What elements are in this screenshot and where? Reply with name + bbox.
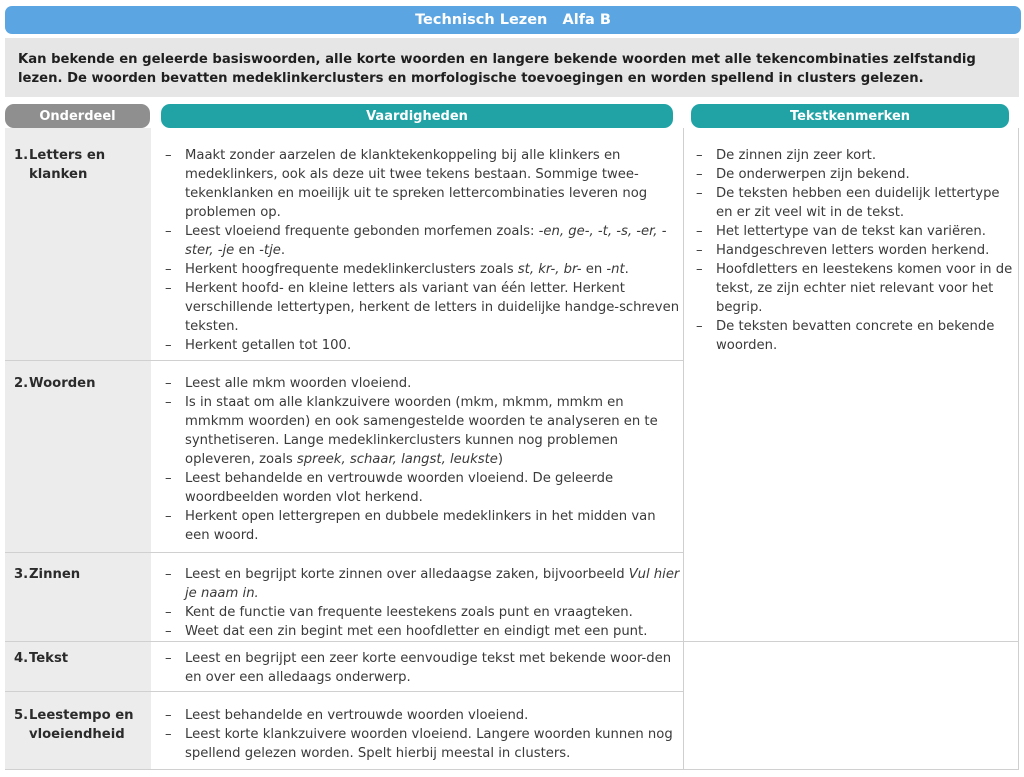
row-number: 4. [14, 651, 29, 666]
feature-item: – De teksten bevatten concrete en bekende woorden. [694, 317, 1016, 355]
feature-item: – De onderwerpen zijn bekend. [694, 165, 1016, 184]
skills-list-tekst [163, 649, 683, 687]
skill-item: – Kent de functie van frequente leestekens zoals punt en vraagteken. [163, 603, 683, 622]
header-onderdeel: Onderdeel [5, 104, 150, 128]
skill-item: – Leest korte klankzuivere woorden vloeiend. Langere woorden kunnen nog spellend gelezen worden. Spelt hierbij meestal in clusters. [163, 725, 683, 763]
feature-item: – Handgeschreven letters worden herkend. [694, 241, 1016, 260]
skill-item: – Leest alle mkm woorden vloeiend. [163, 374, 683, 393]
skill-item: – Herkent getallen tot 100. [163, 336, 683, 355]
feature-item: – Het lettertype van de tekst kan variëren. [694, 222, 1016, 241]
row-number: 3. [14, 567, 29, 582]
skill-item: – Leest behandelde en vertrouwde woorden vloeiend. [163, 706, 683, 725]
skill-item: – Weet dat een zin begint met een hoofdletter en eindigt met een punt. [163, 622, 683, 641]
skills-list-zinnen [163, 565, 683, 641]
skills-list-leestempo [163, 706, 683, 763]
skill-item: – Herkent hoofd- en kleine letters als variant van één letter. Herkent verschillende lettertypen, herkent de letters in duidelijke handge-schreven teksten. [163, 279, 683, 336]
feature-item: – De teksten hebben een duidelijk lettertype en er zit veel wit in de tekst. [694, 184, 1016, 222]
tekstkenmerken-list [694, 146, 1016, 355]
row-label-text: Woorden [29, 376, 96, 391]
row-label-text: Letters en klanken [29, 148, 106, 182]
skill-item: – Leest en begrijpt een zeer korte eenvoudige tekst met bekende woor-den en over een alledaags onderwerp. [163, 649, 683, 687]
row-divider [5, 691, 683, 692]
skill-item: – Maakt zonder aarzelen de klanktekenkoppeling bij alle klinkers en medeklinkers, ook als deze uit twee tekens bestaan. Sommige twee-tekenklanken en moeilijk uit te spreken lettercombinaties leveren nog problemen op. [163, 146, 683, 222]
row-label-zinnen [14, 565, 144, 584]
row-label-woorden [14, 374, 144, 393]
skill-item: – Herkent hoogfrequente medeklinkerclusters zoals st, kr-, br- en -nt. [163, 260, 683, 279]
onderdeel-column-background [5, 128, 151, 770]
page-title: Technisch Lezen Alfa B [5, 6, 1021, 34]
row-label-letters-en-klanken [14, 146, 144, 184]
row-number: 1. [14, 148, 29, 163]
skills-list-letters-en-klanken [163, 146, 683, 355]
skill-item: – Leest vloeiend frequente gebonden morfemen zoals: -en, ge-, -t, -s, -er, -ster, -je en -tje. [163, 222, 683, 260]
row-label-tekst [14, 649, 144, 668]
skill-item: – Leest behandelde en vertrouwde woorden vloeiend. De geleerde woordbeelden worden vlot herkend. [163, 469, 683, 507]
skill-item: – Leest en begrijpt korte zinnen over alledaagse zaken, bijvoorbeeld Vul hier je naam in. [163, 565, 683, 603]
row-number: 2. [14, 376, 29, 391]
table-bottom-border [5, 769, 1019, 770]
header-vaardigheden: Vaardigheden [161, 104, 673, 128]
row-label-text: Tekst [29, 651, 69, 666]
table-right-border [1018, 128, 1019, 770]
row-divider [5, 552, 683, 553]
feature-item: – Hoofdletters en leestekens komen voor in de tekst, ze zijn echter niet relevant voor het begrip. [694, 260, 1016, 317]
header-tekstkenmerken: Tekstkenmerken [691, 104, 1009, 128]
row-label-text: Zinnen [29, 567, 81, 582]
row-label-text: Leestempo en vloeiendheid [29, 708, 134, 742]
skill-item: – Is in staat om alle klankzuivere woorden (mkm, mkmm, mmkm en mmkmm woorden) en ook samengestelde woorden te analyseren en te synthetiseren. Lange medeklinkerclusters kunnen nog problemen opleveren, zoals spreek, schaar, langst, leukste) [163, 393, 683, 469]
intro-description: Kan bekende en geleerde basiswoorden, alle korte woorden en langere bekende woorden met alle tekencombinaties zelfstandig lezen. De woorden bevatten medeklinkerclusters en morfologische toevoegingen en worden spellend in clusters gelezen. [5, 38, 1019, 97]
row-divider [5, 641, 1019, 642]
feature-item: – De zinnen zijn zeer kort. [694, 146, 1016, 165]
skill-item: – Herkent open lettergrepen en dubbele medeklinkers in het midden van een woord. [163, 507, 683, 545]
row-number: 5. [14, 708, 29, 723]
skills-list-woorden [163, 374, 683, 545]
row-divider [5, 360, 683, 361]
row-label-leestempo [14, 706, 144, 744]
column-divider [683, 128, 684, 770]
